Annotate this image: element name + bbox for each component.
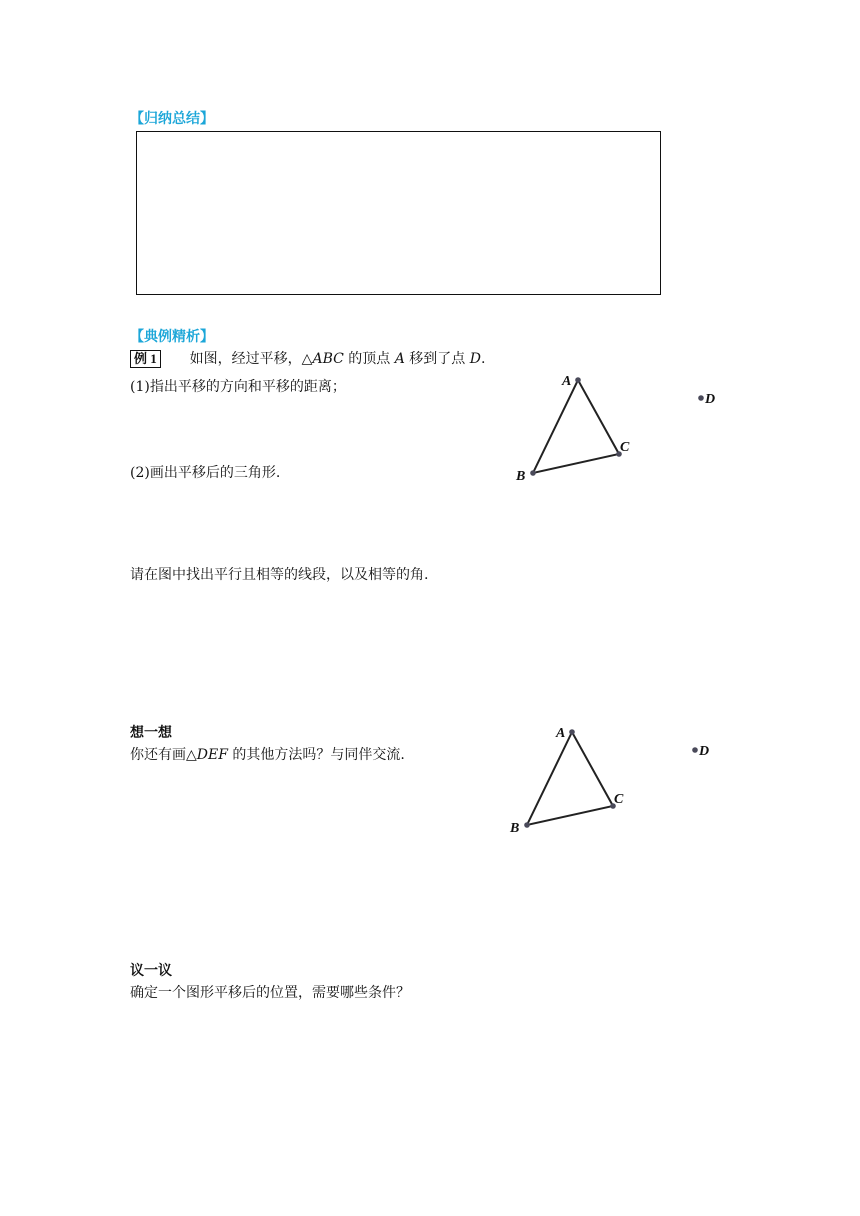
point-b-2	[524, 822, 530, 828]
point-d	[698, 395, 704, 401]
triangle-figure-2	[494, 712, 734, 842]
label-a: A	[562, 374, 572, 389]
point-b	[530, 470, 536, 476]
label-d-2: D	[699, 744, 710, 759]
examples-heading: 【典例精析】	[130, 329, 214, 345]
think-heading: 想一想	[130, 725, 172, 741]
point-d-2	[692, 747, 698, 753]
label-c-2: C	[614, 792, 624, 807]
label-a-2: A	[556, 726, 566, 741]
triangle-abc-2	[527, 732, 613, 825]
label-d: D	[705, 392, 716, 407]
label-b-2: B	[510, 821, 520, 836]
find-segments-text: 请在图中找出平行且相等的线段，以及相等的角.	[130, 567, 429, 583]
example-1-intro: 例 1 如图，经过平移，△ABC 的顶点 A 移到了点 D.	[130, 350, 485, 368]
example-1-label: 例 1	[130, 350, 161, 368]
discuss-text: 确定一个图形平移后的位置，需要哪些条件？	[130, 985, 410, 1001]
summary-box	[136, 131, 661, 295]
summary-heading: 【归纳总结】	[130, 111, 214, 127]
point-a-2	[569, 729, 575, 735]
think-text: 你还有画△DEF 的其他方法吗？与同伴交流.	[130, 747, 405, 763]
point-a	[575, 377, 581, 383]
label-c: C	[620, 440, 630, 455]
label-b: B	[516, 469, 526, 484]
question-2: (2)画出平移后的三角形.	[130, 465, 281, 481]
question-1: (1)指出平移的方向和平移的距离；	[130, 379, 346, 395]
discuss-heading: 议一议	[130, 963, 172, 979]
triangle-figure-1	[500, 360, 740, 490]
triangle-abc	[533, 380, 619, 473]
